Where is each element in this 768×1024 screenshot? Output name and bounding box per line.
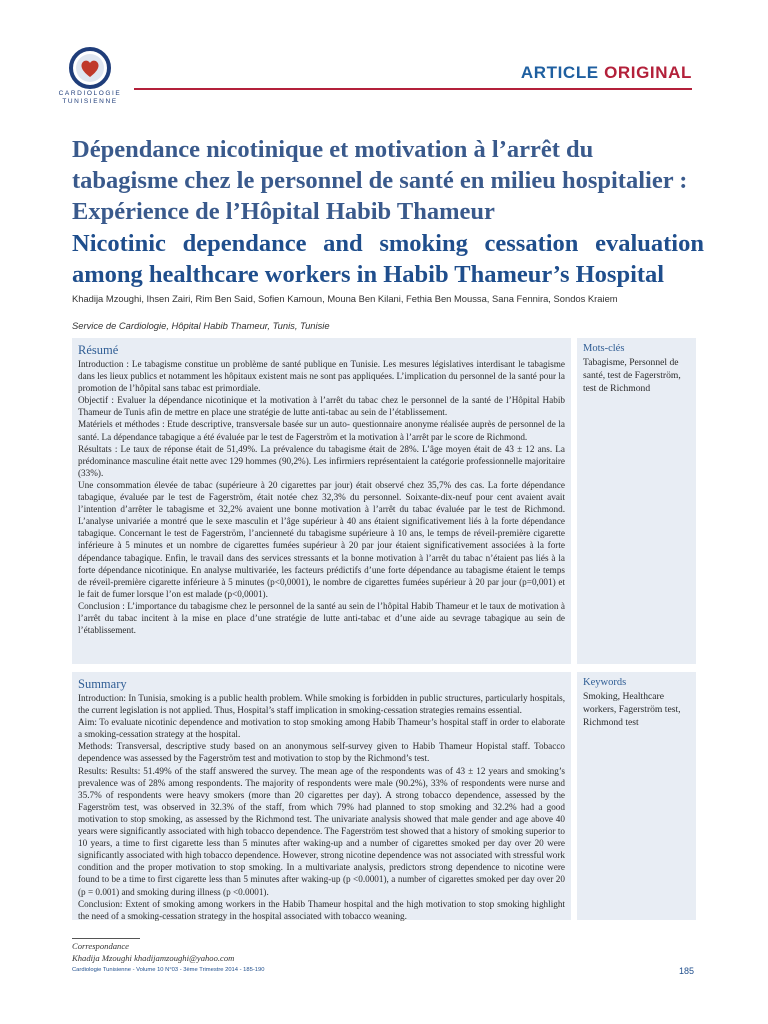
resume-introduction: Introduction : Le tabagisme constitue un problème de santé publique en Tunisie. Les mesures législatives interdisant le tabagisme dans les lieux publics et notamment les hôpitaux existent mais ne sont pas appliquées. L’implication du personnel de la santé pour la promotion de l’hôpital sans tabac est primordiale. [78, 359, 565, 394]
page-number: 185 [678, 966, 694, 976]
summary-introduction: Introduction: In Tunisia, smoking is a public health problem. While smoking is forbidden in public structures, particularly hospitals, the current legislation is not applied. Thus, Hospital’s staff implication in smoking-cessation strategies remains essential. [78, 693, 565, 716]
resume-conclusion: Conclusion : L’importance du tabagisme chez le personnel de la santé au sein de l’hôpital Habib Thameur et le taux de motivation à l’arrêt du tabac incitent à la mise en place d’une stratégie de lutte anti-tabac et d’une aide au sevrage tabagique au sein de l’établissement. [78, 600, 565, 636]
header-divider [134, 88, 692, 90]
summary-methods: Methods: Transversal, descriptive study based on an anonymous self-survey given to Habib Thameur Hopistal staff. Tobacco dependence was assessed by the Fagerström test and motivation to stop by the Richmond’s test. [78, 741, 565, 764]
correspondance-contact: Khadija Mzoughi khadijamzoughi@yahoo.com [72, 952, 235, 963]
title-english: Nicotinic dependance and smoking cessation evaluation among healthcare workers in Habib Thameur’s Hospital [72, 230, 704, 288]
affiliation: Service de Cardiologie, Hôpital Habib Thameur, Tunis, Tunisie [72, 320, 330, 331]
resume-objectif: Objectif : Evaluer la dépendance nicotinique et la motivation à l’arrêt du tabac chez le personnel de la santé de l’Hôpital Habib Thameur de Tunis afin de mettre en place une stratégie de lutte anti-tabac au sein de l’établissement. [78, 395, 565, 418]
keywords-text: Smoking, Healthcare workers, Fagerström test, Richmond test [583, 691, 681, 728]
summary-box [72, 672, 571, 920]
correspondance-label: Correspondance [72, 941, 129, 951]
summary-conclusion: Conclusion: Extent of smoking among workers in the Habib Thameur hospital and the high motivation to stop smoking highlight the need of a smoking-cessation strategy in the hospital associated with tobacco weaning. [78, 898, 565, 921]
mots-cles-heading: Mots-clés [583, 343, 625, 354]
logo-name-line2: TUNISIENNE [62, 98, 118, 105]
resume-box [72, 338, 571, 664]
journal-logo [58, 46, 122, 116]
resume-body [78, 358, 565, 636]
logo-name-line1: CARDIOLOGIE [58, 90, 122, 97]
footnote-divider [72, 938, 140, 939]
keywords-box [577, 672, 696, 920]
mots-cles-box [577, 338, 696, 664]
summary-results: Results: Results: 51.49% of the staff answered the survey. The mean age of the respondents was of 43 ± 12 years and smoking’s prevalence was of 28% among respondents. The majority of respondents were male (90.2%), 33% of respondents were nurse and 35.7% of respondents were heavy smokers (more than 20 cigarettes per day). A strong tobacco dependence, assessed by the Fagerström test, was observed in 32.3% of the staff, from which 79% had planned to stop smoking and 32.2% had a good motivation to stop smoking, as assessed by the Richmond test. The univariate analysis showed that male gender and age above 40 years were significantly associated with high tobacco dependence. The Fagerström test showed that a history of smoking superior to 10 years, a time to first cigarette less than 5 minutes after waking-up and a number of cigarettes smoked per day over 20 were significantly associated with high tobacco dependence. However, strong nicotine dependence was not associated with stressful work condition and the proper motivation to stop smoking. In a multivariate analysis, predictors strong dependence to nicotine were found to be a time to first cigarette less than 5 minutes after waking-up (p <0.0001), a number of cigarettes smoked per day over 20 (p = 0.001) and smoking during illness (p <0.0001). [78, 765, 565, 897]
resume-heading: Résumé [78, 343, 119, 357]
summary-heading: Summary [78, 677, 127, 691]
article-type-label [521, 63, 692, 83]
summary-body [78, 692, 565, 922]
mots-cles-text: Tabagisme, Personnel de santé, test de Fagerström, test de Richmond [583, 357, 681, 394]
summary-aim: Aim: To evaluate nicotinic dependence and motivation to stop smoking among Habib Thameur’s hospital staff in order to elaborate a smoking-cessation strategy at the hospital. [78, 717, 565, 740]
journal-reference: Cardiologie Tunisienne - Volume 10 N°03 - 3ème Trimestre 2014 - 185-190 [72, 967, 265, 973]
title-french: Dépendance nicotinique et motivation à l’arrêt du tabagisme chez le personnel de santé en milieu hospitalier : Expérience de l’Hôpital Habib Thameur [72, 136, 688, 225]
resume-resultats-suite: Une consommation élevée de tabac (supérieure à 20 cigarettes par jour) était observé chez 35,7% des cas. La forte dépendance tabagique, évaluée par le test de Fagerström, était notée chez 32,3% du personnel. Soixante-dix-neuf pour cent avaient avait l’intention d’arrêter le tabagisme et 32,2% avaient une bonne motivation à l’arrêt du tabac évaluée par le test de Richmond. L’analyse univariée a montré que le sexe masculin et l’âge supérieur à 40 ans étaient significativement liés à la forte dépendance tabagique. Concernant le test de Fagerström, l’ancienneté du tabagisme supérieure à 10 ans, le temps de réveil-première cigarette inférieure à 5 minutes et un nombre de cigarettes fumées supérieur à 20 par jour étaient significativement associées à la forte dépendance tabagique. Enfin, le travail dans des services stressants et la bonne motivation à l’arrêt du tabac n’étaient pas liés à la forte dépendance nicotinique. En analyse multivariée, les facteurs prédictifs d’une forte dépendance au tabagisme étaient le temps de réveil-première cigarette inférieure à 5 minutes (p<0,0001), le nombre de cigarettes fumées supérieur à 20 par jour (p=0,001) et le fait de fumer lorsque l’on est malade (p<0,0001). [78, 479, 565, 599]
author-list: Khadija Mzoughi, Ihsen Zairi, Rim Ben Said, Sofien Kamoun, Mouna Ben Kilani, Fethia Ben Moussa, Sana Fennira, Sondos Kraiem [72, 293, 618, 304]
original-word: ORIGINAL [604, 63, 692, 82]
correspondance-block [72, 941, 234, 964]
resume-resultats: Résultats : Le taux de réponse était de 51,49%. La prévalence du tabagisme était de 28%. L’âge moyen était de 43 ± 12 ans. La prédominance masculine était nette avec 129 hommes (90,2%). Les infirmiers représentaient la catégorie professionnelle majoritaire (33%). [78, 443, 565, 478]
keywords-heading: Keywords [583, 677, 627, 688]
article-word: ARTICLE [520, 63, 599, 82]
heart-logo-icon [68, 46, 112, 90]
resume-methodes: Matériels et méthodes : Etude descriptive, transversale basée sur un auto- questionnaire anonyme réalisée auprès de personnel de la santé. La dépendance tabagique a été évaluée par le test de Fagerström et la motivation à l’arrêt par le score de Richmond. [78, 419, 565, 442]
